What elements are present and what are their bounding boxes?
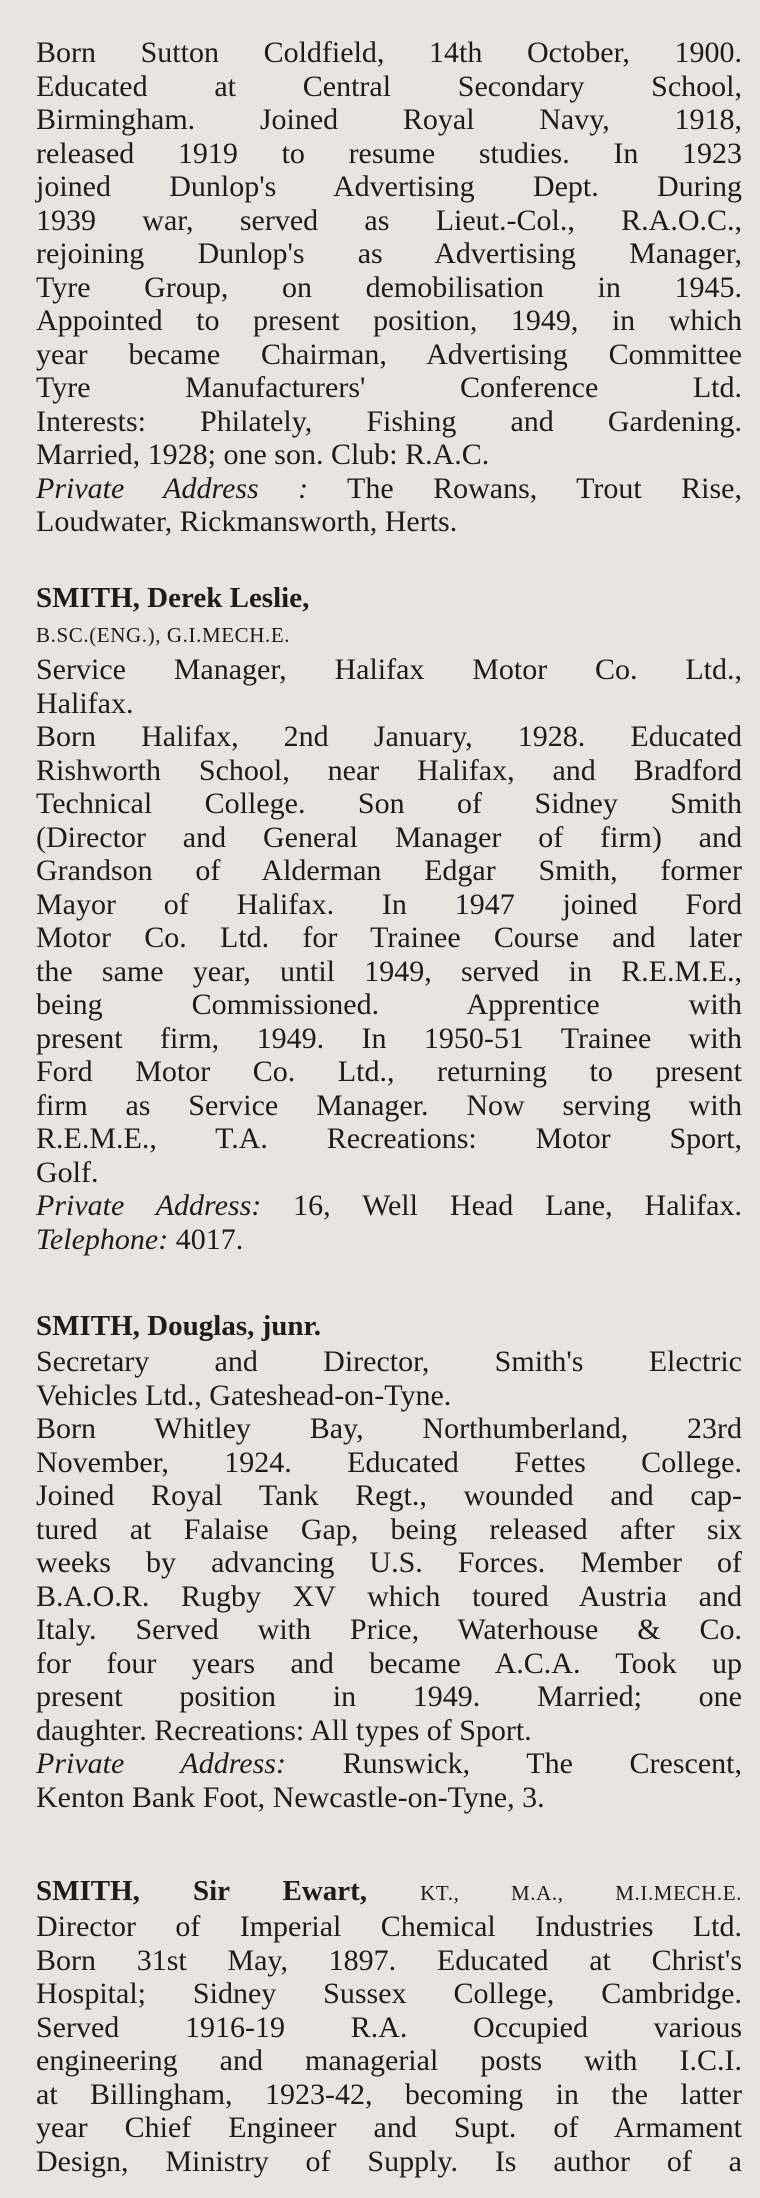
line-text: Director of Imperial Chemical Industries Ltd. xyxy=(36,1910,742,1943)
text-line xyxy=(36,1910,742,1944)
text-line xyxy=(36,2145,742,2179)
text-line xyxy=(36,1714,742,1748)
text-line xyxy=(36,821,742,855)
text-line xyxy=(36,1747,742,1781)
line-text: The Rowans, Trout Rise, xyxy=(308,471,742,505)
text-line xyxy=(36,204,742,238)
line-text: Loudwater, Rickmansworth, Herts. xyxy=(36,505,458,538)
text-line xyxy=(36,1977,742,2011)
entry-heading xyxy=(36,1873,742,1910)
entry-paragraph xyxy=(36,1747,742,1814)
line-text: present position in 1949. Married; one xyxy=(36,1680,742,1713)
text-line xyxy=(36,170,742,204)
text-line xyxy=(36,304,742,338)
text-line xyxy=(36,1479,742,1513)
text-line xyxy=(36,1781,742,1815)
entry-paragraph xyxy=(36,1944,742,2179)
text-line xyxy=(36,1546,742,1580)
text-line xyxy=(36,754,742,788)
line-text: engineering and managerial posts with I.C.I. xyxy=(36,2044,742,2077)
text-line xyxy=(36,2078,742,2112)
line-text: Born Halifax, 2nd January, 1928. Educated xyxy=(36,720,742,753)
line-text: daughter. Recreations: All types of Sport. xyxy=(36,1713,532,1747)
line-text: Service Manager, Halifax Motor Co. Ltd., xyxy=(36,653,742,686)
entry-paragraph xyxy=(36,36,742,472)
line-text: Mayor of Halifax. In 1947 joined Ford xyxy=(36,887,742,921)
text-line xyxy=(36,1379,742,1413)
text-line xyxy=(36,720,742,754)
text-line xyxy=(36,371,742,405)
line-text: Runswick, The Crescent, xyxy=(285,1747,742,1780)
entry-name: SMITH, Sir Ewart, xyxy=(36,1875,368,1907)
line-text: November, 1924. Educated Fettes College. xyxy=(36,1445,742,1479)
line-text: 16, Well Head Lane, Halifax. xyxy=(261,1189,742,1222)
line-text: 1939 war, served as Lieut.-Col., R.A.O.C., xyxy=(36,203,742,237)
line-text: firm as Service Manager. Now serving with xyxy=(36,1088,742,1122)
line-text: Appointed to present position, 1949, in which xyxy=(36,304,742,337)
line-text: at Billingham, 1923-42, becoming in the latter xyxy=(36,2077,742,2111)
text-line xyxy=(36,854,742,888)
line-text: Born Sutton Coldfield, 14th October, 1900. xyxy=(36,36,742,69)
line-text: released 1919 to resume studies. In 1923 xyxy=(36,136,742,170)
text-line xyxy=(36,1055,742,1089)
line-text: Ford Motor Co. Ltd., returning to present xyxy=(36,1055,742,1088)
text-line xyxy=(36,1944,742,1978)
entry-paragraph xyxy=(36,1910,742,1944)
line-text: Born Whitley Bay, Northumberland, 23rd xyxy=(36,1412,742,1445)
line-text: Interests: Philately, Fishing and Gardening. xyxy=(36,404,742,438)
text-line xyxy=(36,1513,742,1547)
text-line xyxy=(36,70,742,104)
line-text: Educated at Central Secondary School, xyxy=(36,69,742,103)
text-line xyxy=(36,1089,742,1123)
text-line xyxy=(36,237,742,271)
field-label: Private Address: xyxy=(36,1747,286,1780)
biography-entry xyxy=(36,1873,742,2178)
entry-degrees: B.SC.(ENG.), G.I.MECH.E. xyxy=(36,623,291,647)
line-text: Halifax. xyxy=(36,686,134,720)
line-text: Technical College. Son of Sidney Smith xyxy=(36,787,742,820)
text-line xyxy=(36,505,742,539)
entry-heading xyxy=(36,1308,742,1345)
line-text: for four years and became A.C.A. Took up xyxy=(36,1646,742,1680)
text-line xyxy=(36,2011,742,2045)
text-line xyxy=(36,1613,742,1647)
line-text: weeks by advancing U.S. Forces. Member of xyxy=(36,1546,742,1579)
line-text: Kenton Bank Foot, Newcastle-on-Tyne, 3. xyxy=(36,1780,545,1814)
text-line xyxy=(36,1580,742,1614)
entry-name: SMITH, Douglas, junr. xyxy=(36,1310,321,1342)
field-label: Telephone: xyxy=(36,1222,169,1256)
text-line xyxy=(36,438,742,472)
biography-entry xyxy=(36,580,742,1256)
text-line xyxy=(36,955,742,989)
entry-paragraph xyxy=(36,1345,742,1412)
line-text: (Director and General Manager of firm) and xyxy=(36,820,742,854)
line-text: Joined Royal Tank Regt., wounded and cap- xyxy=(36,1479,742,1512)
entry-heading xyxy=(36,580,742,617)
text-line xyxy=(36,1122,742,1156)
line-text: Golf. xyxy=(36,1155,99,1189)
line-text: Hospital; Sidney Sussex College, Cambridge. xyxy=(36,1977,742,2010)
entry-paragraph xyxy=(36,472,742,539)
line-text: the same year, until 1949, served in R.E.M.E., xyxy=(36,954,742,988)
text-line xyxy=(36,1345,742,1379)
line-text: Secretary and Director, Smith's Electric xyxy=(36,1345,742,1378)
line-text: B.A.O.R. Rugby XV which toured Austria and xyxy=(36,1579,742,1613)
text-line xyxy=(36,103,742,137)
text-line xyxy=(36,271,742,305)
text-line xyxy=(36,1446,742,1480)
text-line xyxy=(36,2044,742,2078)
line-text: Design, Ministry of Supply. Is author of a xyxy=(36,2144,742,2178)
line-text: joined Dunlop's Advertising Dept. During xyxy=(36,170,742,203)
line-text: Born 31st May, 1897. Educated at Christ's xyxy=(36,1943,742,1977)
line-text: present firm, 1949. In 1950-51 Trainee with xyxy=(36,1021,742,1055)
line-text: Married, 1928; one son. Club: R.A.C. xyxy=(36,438,490,471)
entry-paragraph xyxy=(36,720,742,1189)
line-text: year became Chairman, Advertising Committee xyxy=(36,337,742,371)
text-line xyxy=(36,405,742,439)
entry-name: SMITH, Derek Leslie, xyxy=(36,582,310,614)
line-text: Grandson of Alderman Edgar Smith, former xyxy=(36,854,742,887)
text-line xyxy=(36,36,742,70)
line-text: Served 1916-19 R.A. Occupied various xyxy=(36,2010,742,2044)
line-text: 4017. xyxy=(168,1222,244,1256)
text-line xyxy=(36,787,742,821)
text-line xyxy=(36,687,742,721)
line-text: tured at Falaise Gap, being released after six xyxy=(36,1512,742,1546)
line-text: Motor Co. Ltd. for Trainee Course and later xyxy=(36,921,742,954)
entry-paragraph xyxy=(36,1412,742,1747)
text-line xyxy=(36,1647,742,1681)
line-text: rejoining Dunlop's as Advertising Manager, xyxy=(36,237,742,270)
text-line xyxy=(36,338,742,372)
line-text: R.E.M.E., T.A. Recreations: Motor Sport, xyxy=(36,1122,742,1155)
text-line xyxy=(36,1189,742,1223)
biography-entry xyxy=(36,36,742,539)
text-line xyxy=(36,1022,742,1056)
text-line xyxy=(36,921,742,955)
text-line xyxy=(36,1680,742,1714)
text-line xyxy=(36,1412,742,1446)
text-line xyxy=(36,2111,742,2145)
entry-degrees: KT., M.A., M.I.MECH.E. xyxy=(420,1881,742,1905)
field-label: Private Address : xyxy=(36,471,309,505)
line-text: Birmingham. Joined Royal Navy, 1918, xyxy=(36,103,742,136)
line-text: year Chief Engineer and Supt. of Armament xyxy=(36,2111,742,2144)
line-text: Tyre Manufacturers' Conference Ltd. xyxy=(36,371,742,404)
entry-paragraph xyxy=(36,1189,742,1256)
line-text: Italy. Served with Price, Waterhouse & Co. xyxy=(36,1613,742,1646)
line-text: being Commissioned. Apprentice with xyxy=(36,988,742,1021)
text-line xyxy=(36,1223,742,1257)
text-line xyxy=(36,1156,742,1190)
entry-paragraph xyxy=(36,653,742,720)
biography-entry xyxy=(36,1308,742,1814)
field-label: Private Address: xyxy=(36,1189,262,1222)
text-line xyxy=(36,888,742,922)
text-line xyxy=(36,137,742,171)
line-text: Tyre Group, on demobilisation in 1945. xyxy=(36,270,742,304)
text-line xyxy=(36,653,742,687)
line-text: Rishworth School, near Halifax, and Bradford xyxy=(36,753,742,787)
text-line xyxy=(36,472,742,506)
line-text: Vehicles Ltd., Gateshead-on-Tyne. xyxy=(36,1378,452,1412)
text-line xyxy=(36,988,742,1022)
